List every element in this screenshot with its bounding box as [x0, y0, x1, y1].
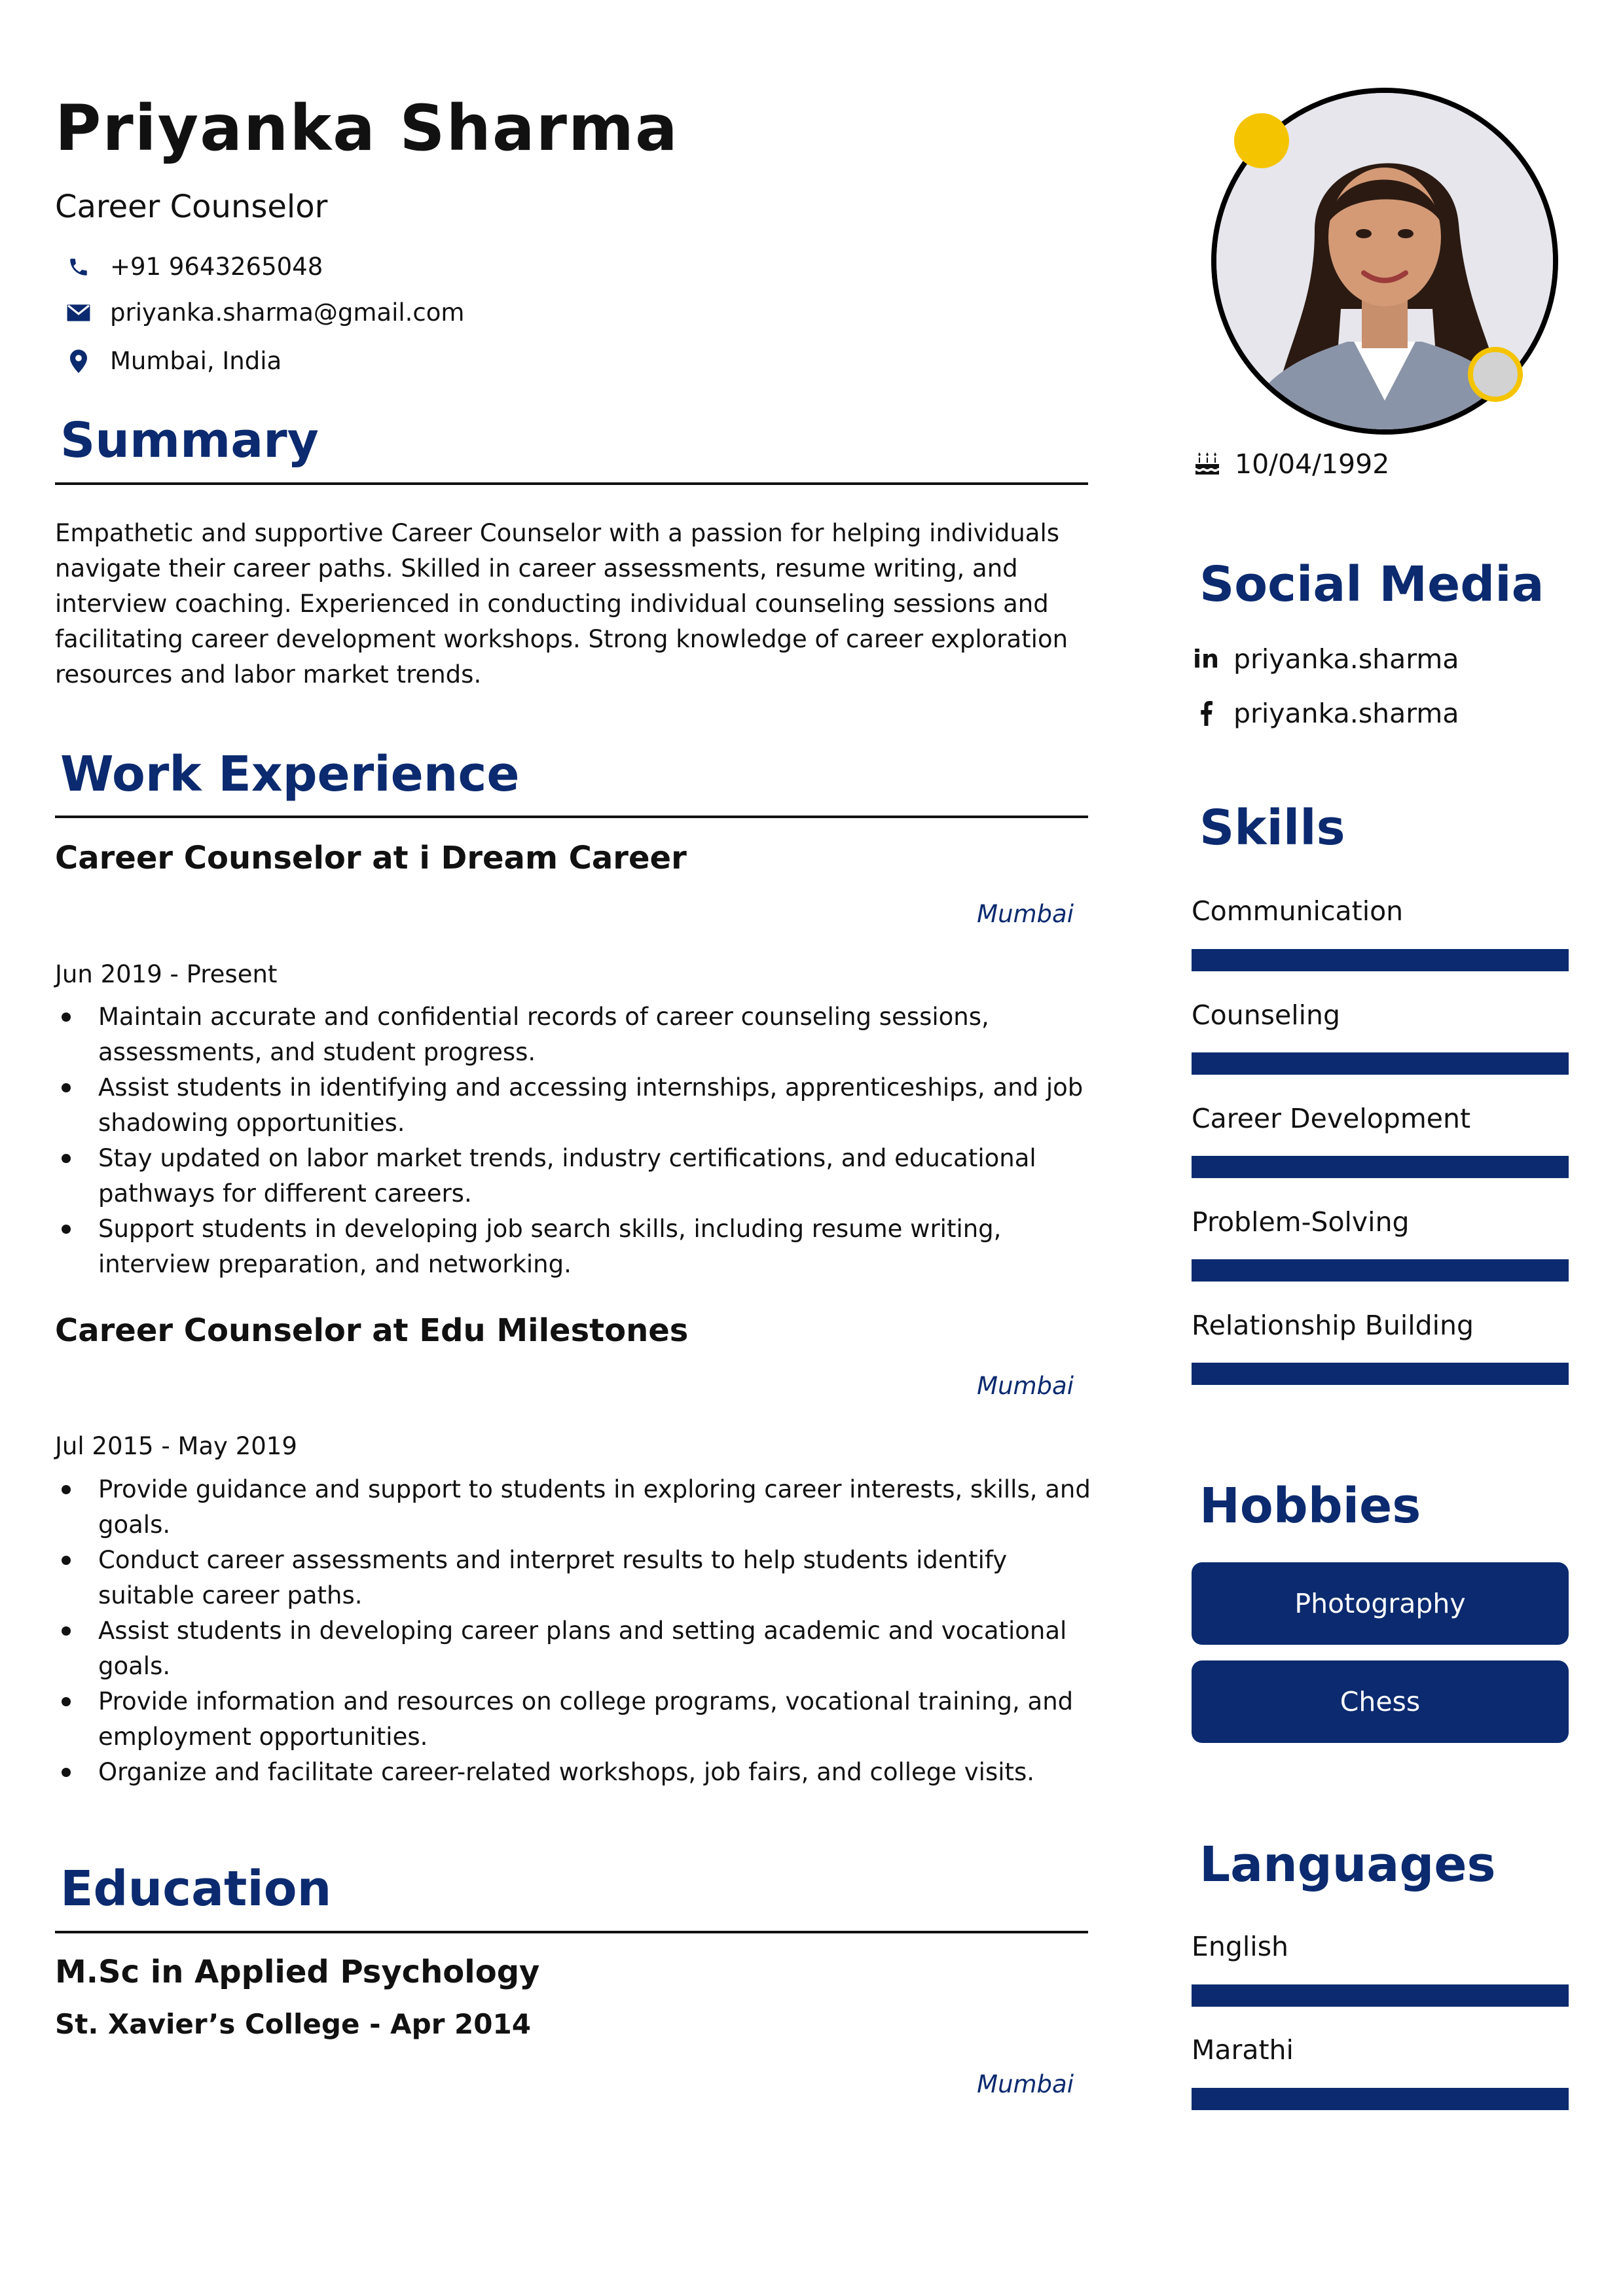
language-bar-fill — [1192, 2088, 1569, 2110]
job-title: Career Counselor at i Dream Career — [55, 840, 687, 876]
language-bar-track — [1192, 2088, 1569, 2110]
degree-title: M.Sc in Applied Psychology — [55, 1954, 540, 1990]
linkedin-handle: priyanka.sharma — [1233, 643, 1459, 675]
job-responsibilities — [55, 999, 1103, 1282]
education-divider — [55, 1931, 1088, 1933]
contact-email — [63, 298, 464, 327]
location-text: Mumbai, India — [110, 347, 282, 375]
skill-name: Counseling — [1192, 999, 1341, 1031]
list-item: Support students in developing job search skills, including resume writing, interview preparation, and networking. — [55, 1211, 1103, 1282]
list-item: Provide guidance and support to students in exploring career interests, skills, and goals. — [55, 1472, 1103, 1543]
job-dates: Jun 2019 - Present — [55, 960, 278, 988]
skills-heading: Skills — [1199, 800, 1345, 856]
list-item: Conduct career assessments and interpret results to help students identify suitable career paths. — [55, 1543, 1103, 1613]
hobby-chip: Chess — [1192, 1660, 1569, 1743]
experience-heading: Work Experience — [60, 746, 520, 802]
contact-phone — [63, 253, 323, 281]
education-location: Mumbai — [977, 2070, 1074, 2098]
summary-heading: Summary — [60, 412, 319, 469]
hobbies-heading: Hobbies — [1199, 1478, 1421, 1534]
list-item: Maintain accurate and confidential records of career counseling sessions, assessments, and student progress. — [55, 999, 1103, 1070]
skill-name: Career Development — [1192, 1103, 1471, 1134]
social-facebook — [1193, 698, 1459, 729]
school-name: St. Xavier’s College - Apr 2014 — [55, 2008, 531, 2040]
language-name: English — [1192, 1931, 1289, 1962]
languages-heading: Languages — [1199, 1837, 1496, 1893]
list-item: Assist students in identifying and accessing internships, apprenticeships, and job shadowing opportunities. — [55, 1070, 1103, 1141]
skill-bar-fill — [1192, 1259, 1569, 1282]
hobby-chip: Photography — [1192, 1562, 1569, 1645]
candidate-role: Career Counselor — [55, 188, 328, 225]
summary-divider — [55, 482, 1088, 485]
skill-bar-fill — [1192, 1052, 1569, 1075]
job-responsibilities — [55, 1472, 1103, 1790]
skill-name: Communication — [1192, 895, 1404, 927]
facebook-handle: priyanka.sharma — [1233, 698, 1459, 729]
skill-bar-track — [1192, 1363, 1569, 1385]
language-bar-fill — [1192, 1984, 1569, 2007]
dob-text: 10/04/1992 — [1235, 448, 1390, 480]
skill-bar-track — [1192, 1052, 1569, 1075]
skill-bar-track — [1192, 1259, 1569, 1282]
phone-text: +91 9643265048 — [110, 253, 323, 281]
list-item: Assist students in developing career plans and setting academic and vocational goals. — [55, 1613, 1103, 1684]
job-location: Mumbai — [977, 1372, 1074, 1400]
language-bar-track — [1192, 1984, 1569, 2007]
decor-dot — [1234, 113, 1289, 168]
skill-bar-track — [1192, 949, 1569, 971]
birthday-cake-icon — [1192, 448, 1223, 480]
skill-bar-track — [1192, 1156, 1569, 1178]
social-heading: Social Media — [1199, 556, 1544, 613]
decor-dot — [1468, 347, 1523, 402]
facebook-icon — [1193, 701, 1219, 726]
skill-name: Relationship Building — [1192, 1310, 1474, 1341]
linkedin-icon: in — [1193, 645, 1220, 673]
skill-bar-fill — [1192, 949, 1569, 971]
phone-icon — [63, 254, 94, 280]
job-dates: Jul 2015 - May 2019 — [55, 1432, 297, 1460]
education-heading: Education — [60, 1861, 332, 1917]
experience-divider — [55, 816, 1088, 818]
skill-bar-fill — [1192, 1156, 1569, 1178]
skill-name: Problem-Solving — [1192, 1206, 1410, 1238]
contact-location — [63, 347, 282, 375]
job-location: Mumbai — [977, 900, 1074, 928]
candidate-name: Priyanka Sharma — [55, 92, 679, 165]
list-item: Provide information and resources on college programs, vocational training, and employment opportunities. — [55, 1684, 1103, 1755]
map-pin-icon — [63, 348, 94, 374]
list-item: Organize and facilitate career-related workshops, job fairs, and college visits. — [55, 1755, 1103, 1790]
social-linkedin — [1193, 643, 1459, 675]
skill-bar-fill — [1192, 1363, 1569, 1385]
envelope-icon — [63, 300, 94, 326]
language-name: Marathi — [1192, 2034, 1294, 2066]
list-item: Stay updated on labor market trends, industry certifications, and educational pathways for different careers. — [55, 1141, 1103, 1211]
job-title: Career Counselor at Edu Milestones — [55, 1312, 689, 1349]
date-of-birth — [1192, 448, 1389, 480]
email-text: priyanka.sharma@gmail.com — [110, 298, 465, 327]
summary-text: Empathetic and supportive Career Counselor with a passion for helping individuals navigate their career paths. Skilled in career assessments, resume writing, and interview coaching. Experienced in conducting individual counseling sessions and facilitating career development workshops. Strong knowledge of career exploration resources and labor market trends. — [55, 519, 1068, 689]
